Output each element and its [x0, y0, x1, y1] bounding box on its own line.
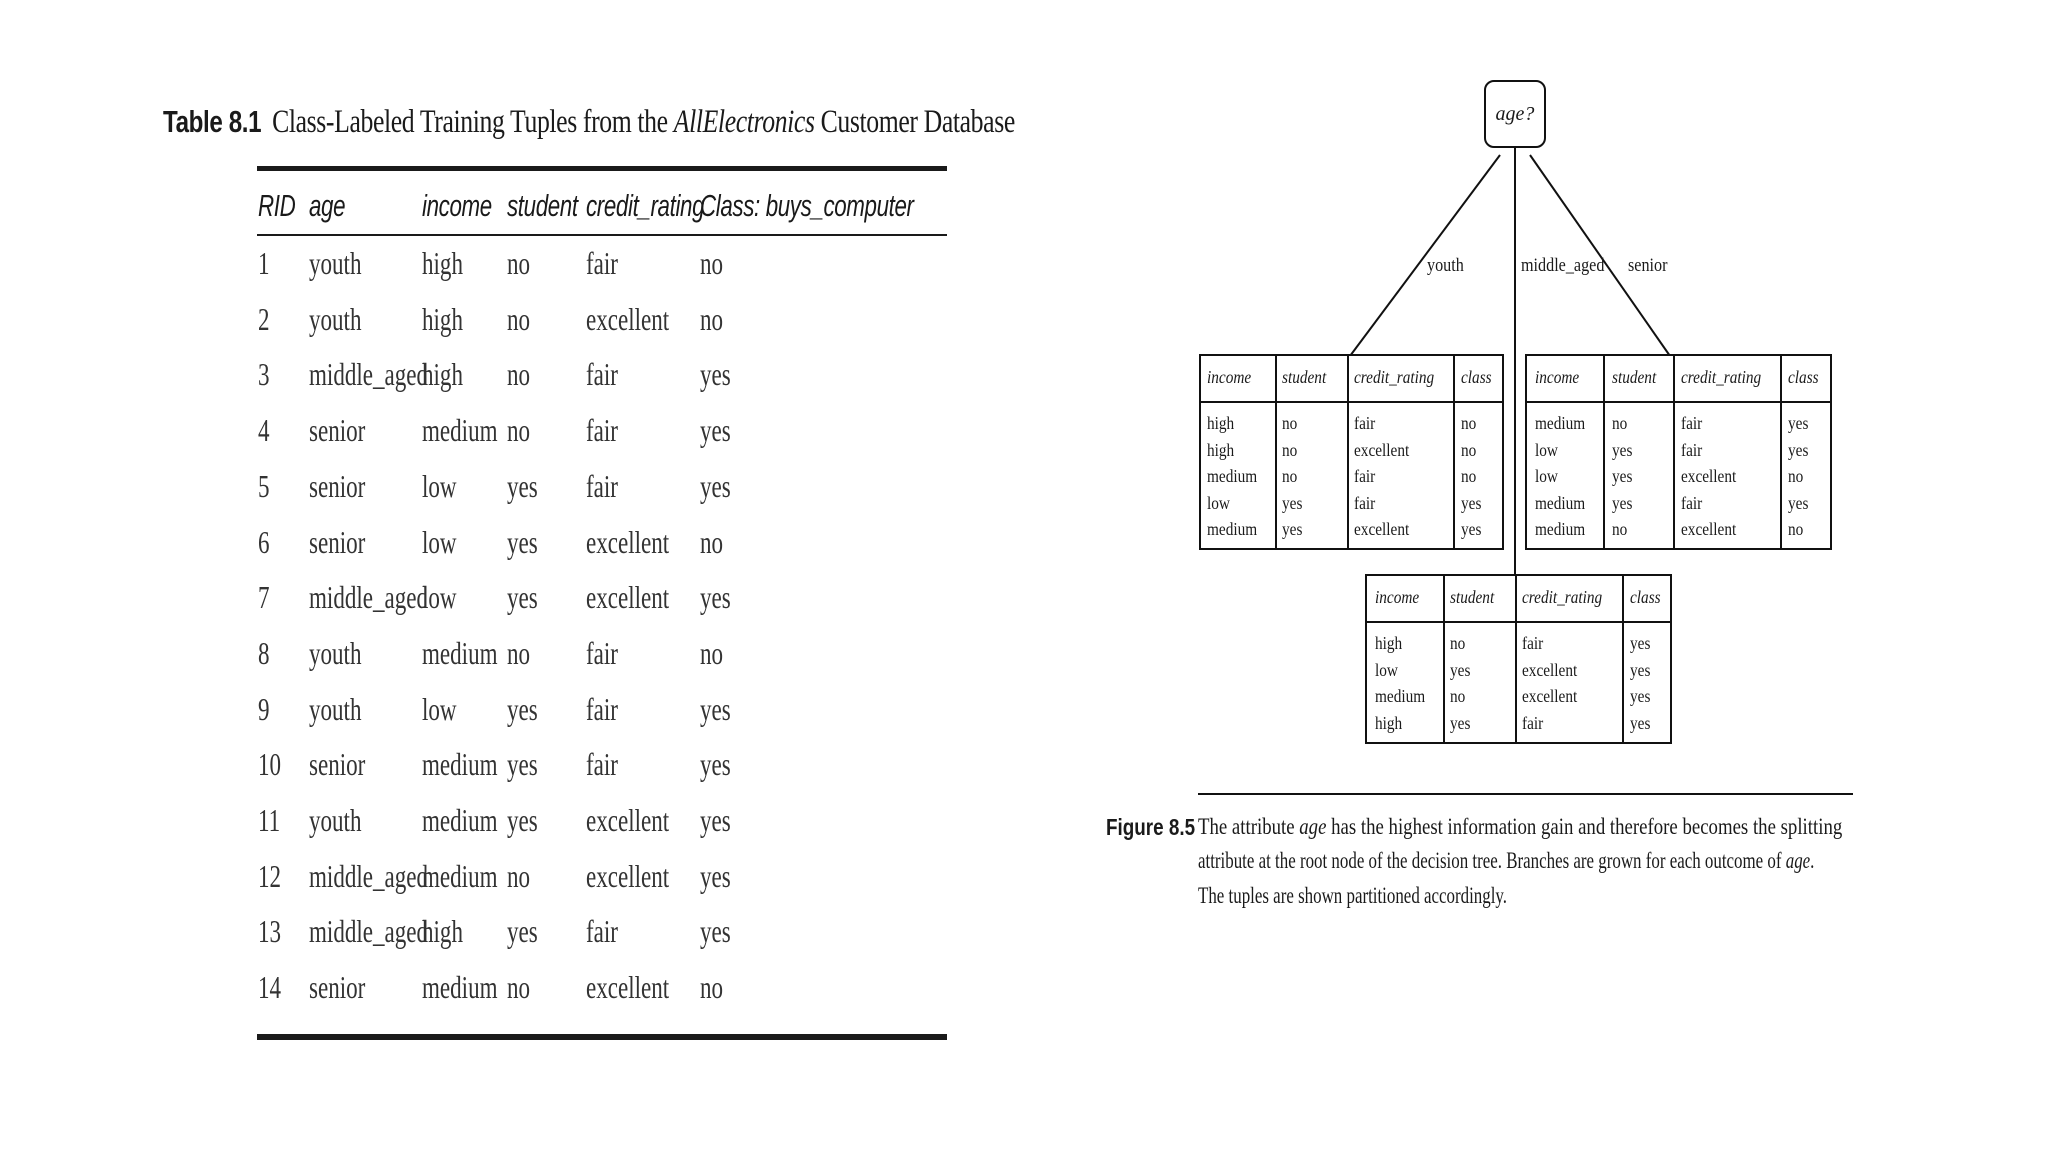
table-caption-italic: AllElectronics	[673, 104, 815, 140]
partition-cell: medium	[1535, 519, 1586, 539]
cell-rid: 3	[258, 356, 270, 392]
partition-cell: low	[1207, 492, 1230, 513]
edge-youth	[1350, 155, 1500, 356]
partition-header-credit-rating: credit_rating	[1522, 587, 1603, 607]
cell-age: youth	[309, 635, 362, 671]
cell-credit-rating: excellent	[586, 969, 670, 1005]
cell-class: yes	[700, 356, 731, 392]
cell-student: no	[507, 245, 531, 281]
partition-header-student: student	[1282, 367, 1327, 387]
cell-age: youth	[309, 245, 362, 281]
partition-cell: excellent	[1681, 519, 1737, 539]
partition-cell: fair	[1354, 492, 1376, 513]
partition-col-class	[1788, 410, 1808, 543]
partition-cell: yes	[1788, 413, 1809, 433]
partition-cell: yes	[1630, 712, 1651, 733]
partition-cell: yes	[1450, 659, 1471, 680]
partition-cell: yes	[1282, 519, 1303, 539]
cell-income: medium	[422, 412, 498, 448]
partition-cell: no	[1788, 519, 1804, 539]
figure-caption-line-2: attribute at the root node of the decision tree. Branches are grown for each outcome of age.	[1198, 848, 1815, 874]
cell-income: medium	[422, 858, 498, 894]
partition-header-student: student	[1450, 587, 1495, 607]
partition-col-credit-rating	[1681, 410, 1736, 543]
partition-cell: fair	[1354, 413, 1376, 433]
cell-student: yes	[507, 746, 538, 782]
partition-cell: no	[1788, 466, 1804, 486]
cell-class: yes	[700, 746, 731, 782]
column-header-age: age	[309, 188, 346, 223]
cell-income: medium	[422, 635, 498, 671]
column-header-credit-rating: credit_rating	[586, 188, 705, 223]
partition-header-credit-rating: credit_rating	[1354, 367, 1435, 387]
partition-header-income: income	[1535, 367, 1580, 387]
cell-income: low	[422, 468, 457, 504]
partition-cell: yes	[1282, 492, 1303, 513]
cell-credit-rating: fair	[586, 635, 618, 671]
cell-credit-rating: fair	[586, 412, 618, 448]
cell-age: senior	[309, 468, 366, 504]
cell-class: yes	[700, 468, 731, 504]
cell-class: no	[700, 245, 724, 281]
partition-middle-aged	[1365, 574, 1672, 744]
partition-header-credit-rating: credit_rating	[1681, 367, 1762, 387]
partition-col-student	[1612, 410, 1632, 543]
cell-class: yes	[700, 913, 731, 949]
partition-cell: yes	[1461, 492, 1482, 513]
cell-class: no	[700, 969, 724, 1005]
partition-col-income	[1535, 410, 1585, 543]
partition-cell: excellent	[1354, 519, 1410, 539]
cell-credit-rating: fair	[586, 356, 618, 392]
partition-header-income: income	[1207, 367, 1252, 387]
column-header-class: Class: buys_computer	[700, 188, 914, 223]
partition-cell: low	[1535, 466, 1558, 486]
cell-credit-rating: excellent	[586, 802, 670, 838]
partition-cell: low	[1535, 439, 1558, 460]
cell-income: low	[422, 691, 457, 727]
cell-age: middle_aged	[309, 858, 429, 894]
cell-rid: 8	[258, 635, 270, 671]
cell-class: no	[700, 524, 724, 560]
cell-class: no	[700, 635, 724, 671]
partition-col-income	[1207, 410, 1257, 543]
partition-cell: excellent	[1522, 659, 1578, 680]
partition-cell: yes	[1630, 686, 1651, 706]
partition-cell: excellent	[1681, 466, 1737, 486]
partition-cell: fair	[1681, 413, 1703, 433]
partition-cell: no	[1282, 466, 1298, 486]
partition-col-student	[1450, 630, 1470, 736]
partition-cell: medium	[1207, 466, 1258, 486]
partition-cell: fair	[1681, 492, 1703, 513]
cell-class: yes	[700, 691, 731, 727]
cell-age: senior	[309, 969, 366, 1005]
partition-cell: yes	[1630, 659, 1651, 680]
cell-class: no	[700, 301, 724, 337]
partition-header-class: class	[1788, 367, 1819, 387]
partition-cell: yes	[1450, 712, 1471, 733]
branch-label-middle-aged: middle_aged	[1521, 255, 1605, 276]
partition-cell: medium	[1535, 413, 1586, 433]
cell-credit-rating: excellent	[586, 301, 670, 337]
cell-student: yes	[507, 691, 538, 727]
cell-student: yes	[507, 913, 538, 949]
branch-label-youth: youth	[1427, 255, 1464, 276]
cell-income: medium	[422, 969, 498, 1005]
partition-cell: high	[1207, 439, 1235, 460]
cell-credit-rating: fair	[586, 245, 618, 281]
figure-label: Figure 8.5	[1106, 814, 1196, 840]
partition-cell: yes	[1612, 466, 1633, 486]
column-header-rid: RID	[258, 188, 296, 223]
figure-caption-line-1: The attribute age has the highest information gain and therefore becomes the splitting	[1198, 814, 1843, 840]
cell-age: youth	[309, 301, 362, 337]
cell-age: youth	[309, 691, 362, 727]
cell-income: medium	[422, 746, 498, 782]
partition-cell: excellent	[1354, 439, 1410, 460]
cell-age: youth	[309, 802, 362, 838]
cell-credit-rating: fair	[586, 691, 618, 727]
partition-header-class: class	[1461, 367, 1492, 387]
figure-caption-line-3: The tuples are shown partitioned accordingly.	[1198, 883, 1508, 909]
cell-rid: 1	[258, 245, 270, 281]
cell-class: yes	[700, 412, 731, 448]
cell-student: no	[507, 356, 531, 392]
partition-cell: medium	[1375, 686, 1426, 706]
cell-age: senior	[309, 412, 366, 448]
cell-income: high	[422, 245, 463, 281]
partition-cell: yes	[1788, 492, 1809, 513]
cell-income: high	[422, 913, 463, 949]
cell-rid: 2	[258, 301, 270, 337]
partition-cell: yes	[1612, 439, 1633, 460]
partition-cell: fair	[1522, 633, 1544, 653]
cell-credit-rating: excellent	[586, 858, 670, 894]
cell-credit-rating: excellent	[586, 579, 670, 615]
partition-cell: yes	[1612, 492, 1633, 513]
partition-cell: no	[1612, 519, 1628, 539]
partition-cell: low	[1375, 659, 1398, 680]
partition-header-income: income	[1375, 587, 1420, 607]
partition-cell: fair	[1354, 466, 1376, 486]
partition-header-class: class	[1630, 587, 1661, 607]
partition-cell: no	[1282, 413, 1298, 433]
partition-cell: high	[1375, 633, 1403, 653]
cell-student: yes	[507, 524, 538, 560]
cell-age: middle_aged	[309, 913, 429, 949]
partition-youth	[1199, 354, 1504, 550]
cell-income: low	[422, 524, 457, 560]
cell-rid: 12	[258, 858, 282, 894]
partition-cell: fair	[1522, 712, 1544, 733]
table-caption-prefix: Class-Labeled Training Tuples from the	[272, 104, 674, 140]
cell-class: yes	[700, 802, 731, 838]
cell-rid: 5	[258, 468, 270, 504]
cell-credit-rating: fair	[586, 468, 618, 504]
partition-col-class	[1461, 410, 1481, 543]
cell-rid: 6	[258, 524, 270, 560]
partition-col-class	[1630, 630, 1650, 736]
table-caption-suffix: Customer Database	[814, 104, 1015, 140]
partition-cell: fair	[1681, 439, 1703, 460]
partition-col-income	[1375, 630, 1425, 736]
cell-rid: 10	[258, 746, 282, 782]
cell-student: yes	[507, 802, 538, 838]
partition-cell: no	[1282, 439, 1298, 460]
column-header-student: student	[507, 188, 578, 223]
cell-income: low	[422, 579, 457, 615]
cell-rid: 14	[258, 969, 282, 1005]
partition-cell: medium	[1535, 492, 1586, 513]
cell-class: yes	[700, 858, 731, 894]
cell-student: no	[507, 412, 531, 448]
cell-age: middle_aged	[309, 579, 429, 615]
root-node-age: age?	[1484, 80, 1546, 148]
branch-label-senior: senior	[1628, 255, 1668, 276]
cell-income: high	[422, 301, 463, 337]
partition-senior	[1525, 354, 1832, 550]
cell-credit-rating: excellent	[586, 524, 670, 560]
column-header-income: income	[422, 188, 492, 223]
partition-cell: high	[1207, 413, 1235, 433]
cell-rid: 4	[258, 412, 270, 448]
partition-cell: no	[1461, 466, 1477, 486]
cell-class: yes	[700, 579, 731, 615]
cell-student: yes	[507, 468, 538, 504]
partition-cell: no	[1461, 413, 1477, 433]
cell-rid: 13	[258, 913, 282, 949]
partition-col-credit-rating	[1522, 630, 1577, 736]
cell-student: no	[507, 301, 531, 337]
partition-cell: no	[1612, 413, 1628, 433]
cell-rid: 11	[258, 802, 281, 838]
cell-income: medium	[422, 802, 498, 838]
cell-rid: 9	[258, 691, 270, 727]
cell-age: senior	[309, 746, 366, 782]
cell-student: no	[507, 858, 531, 894]
cell-credit-rating: fair	[586, 746, 618, 782]
partition-header-student: student	[1612, 367, 1657, 387]
partition-cell: no	[1450, 633, 1466, 653]
cell-age: middle_aged	[309, 356, 429, 392]
cell-age: senior	[309, 524, 366, 560]
cell-income: high	[422, 356, 463, 392]
cell-student: no	[507, 969, 531, 1005]
partition-cell: yes	[1461, 519, 1482, 539]
partition-cell: yes	[1788, 439, 1809, 460]
partition-cell: yes	[1630, 633, 1651, 653]
partition-cell: medium	[1207, 519, 1258, 539]
partition-col-student	[1282, 410, 1302, 543]
partition-cell: no	[1461, 439, 1477, 460]
cell-credit-rating: fair	[586, 913, 618, 949]
cell-student: no	[507, 635, 531, 671]
partition-cell: no	[1450, 686, 1466, 706]
cell-student: yes	[507, 579, 538, 615]
figure-caption-rule	[1198, 793, 1853, 795]
table-label: Table 8.1	[163, 104, 262, 139]
cell-rid: 7	[258, 579, 270, 615]
partition-col-credit-rating	[1354, 410, 1409, 543]
partition-cell: high	[1375, 712, 1403, 733]
partition-cell: excellent	[1522, 686, 1578, 706]
